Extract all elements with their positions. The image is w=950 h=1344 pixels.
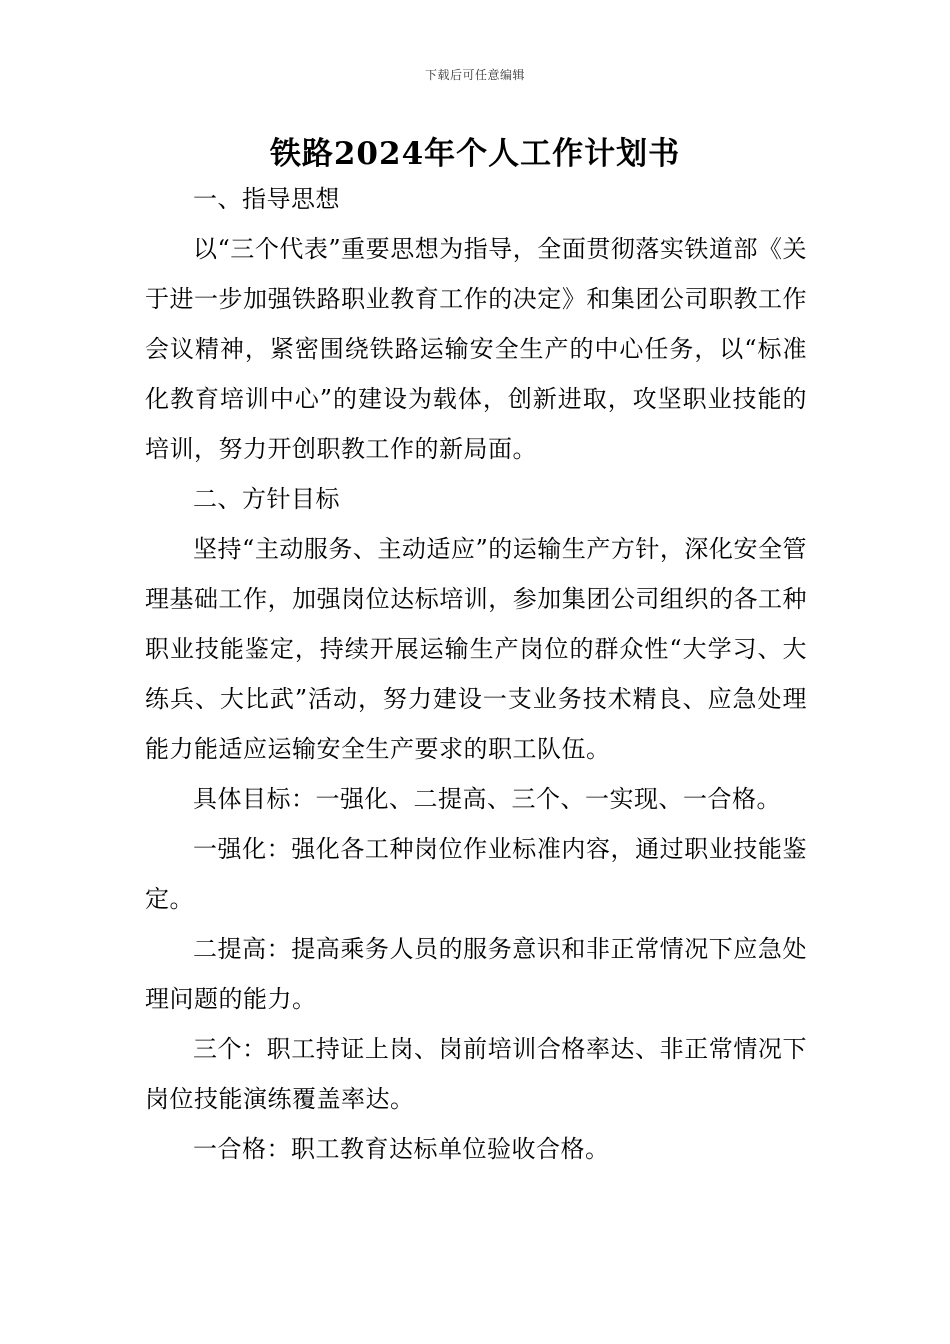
section-heading-policy-goals: 二、方针目标 [193, 485, 340, 513]
paragraph-policy-goals: 坚持“主动服务、主动适应”的运输生产方针，深化安全管理基础工作，加强岗位达标培训，参加集团公司组织的各工种职业技能鉴定，持续开展运输生产岗位的群众性“大学习、大练兵、大比武”活动，努力建设一支业务技术精良、应急处理能力能适应运输安全生产要求的职工队伍。 [145, 535, 807, 763]
paragraph-one-strengthen: 一强化：强化各工种岗位作业标准内容，通过职业技能鉴定。 [145, 835, 807, 913]
document-body [145, 174, 807, 1174]
paragraph-three-items: 三个：职工持证上岗、岗前培训合格率达、非正常情况下岗位技能演练覆盖率达。 [145, 1035, 807, 1113]
section-heading-guiding-ideology: 一、指导思想 [193, 185, 340, 213]
paragraph-specific-goals: 具体目标：一强化、二提高、三个、一实现、一合格。 [193, 785, 781, 813]
paragraph-guiding-ideology: 以“三个代表”重要思想为指导，全面贯彻落实铁道部《关于进一步加强铁路职业教育工作的决定》和集团公司职教工作会议精神，紧密围绕铁路运输安全生产的中心任务，以“标准化教育培训中心”的建设为载体，创新进取，攻坚职业技能的培训，努力开创职教工作的新局面。 [145, 235, 807, 463]
paragraph-two-improve: 二提高：提高乘务人员的服务意识和非正常情况下应急处理问题的能力。 [145, 935, 807, 1013]
header-note: 下载后可任意编辑 [424, 68, 525, 82]
document-title: 铁路2024年个人工作计划书 [269, 136, 681, 172]
paragraph-one-qualified: 一合格：职工教育达标单位验收合格。 [193, 1135, 610, 1163]
